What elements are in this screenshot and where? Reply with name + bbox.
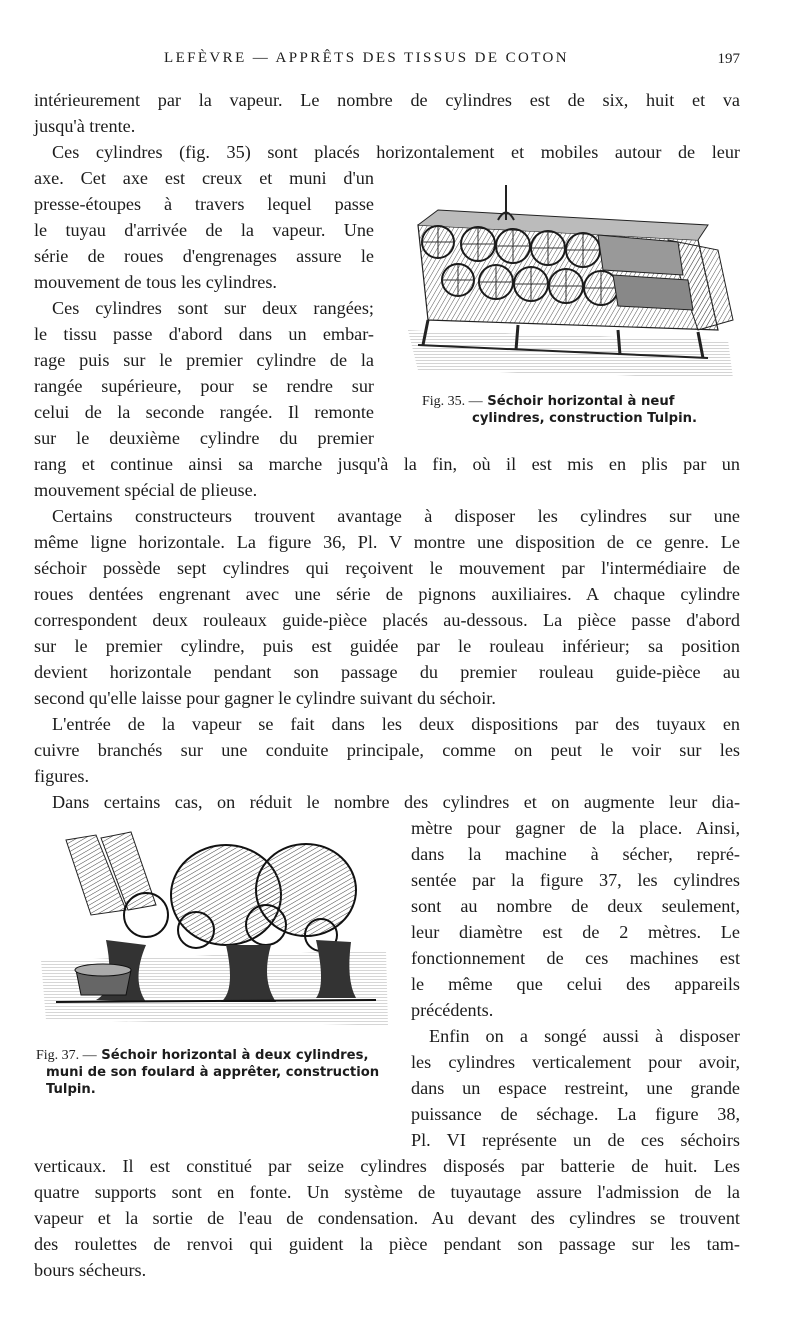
text-line: jusqu'à trente. bbox=[34, 116, 136, 136]
figure-37-label: Fig. 37. — bbox=[36, 1048, 97, 1063]
text-line: verticaux. Il est constitué par seize cylindres disposés par batterie de huit. Les bbox=[34, 1156, 740, 1176]
text-line: série de roues d'engrenages assure le bbox=[34, 246, 374, 266]
text-line: mètre pour gagner de la place. Ainsi, bbox=[411, 818, 740, 838]
text-line: figures. bbox=[34, 766, 90, 786]
text-line: rang et continue ainsi sa marche jusqu'à la fin, où il est mis en plis par un bbox=[34, 454, 740, 474]
text-line: correspondent deux rouleaux guide-pièce placés au-dessous. La pièce passe d'abord bbox=[34, 610, 740, 630]
figure-37-caption-line-2: muni de son foulard à apprêter, construction bbox=[46, 1065, 380, 1080]
text-line: leur diamètre est de 2 mètres. Le bbox=[411, 922, 740, 942]
text-line: mouvement spécial de plieuse. bbox=[34, 480, 258, 500]
text-line: presse-étoupes à travers lequel passe bbox=[34, 194, 374, 214]
text-line: intérieurement par la vapeur. Le nombre de cylindres est de six, huit et va bbox=[34, 90, 740, 110]
text-line: Certains constructeurs trouvent avantage à disposer les cylindres sur une bbox=[52, 506, 740, 526]
text-line: les cylindres verticalement pour avoir, bbox=[411, 1052, 740, 1072]
text-line: fonctionnement de ces machines est bbox=[411, 948, 740, 968]
text-line: précédents. bbox=[411, 1000, 494, 1020]
figure-35-label: Fig. 35. — bbox=[422, 394, 483, 409]
text-line: Dans certains cas, on réduit le nombre des cylindres et on augmente leur dia- bbox=[52, 792, 740, 812]
figure-35-caption bbox=[422, 393, 674, 410]
text-line: Ces cylindres (fig. 35) sont placés horizontalement et mobiles autour de leur bbox=[52, 142, 740, 162]
text-line: cuivre branchés sur une conduite principale, comme on peut le voir sur les bbox=[34, 740, 740, 760]
text-line: des roulettes de renvoi qui guident la pièce pendant son passage sur les tam- bbox=[34, 1234, 740, 1254]
text-line: axe. Cet axe est creux et muni d'un bbox=[34, 168, 374, 188]
figure-35-illustration bbox=[398, 180, 740, 385]
text-line: dans la machine à sécher, repré- bbox=[411, 844, 740, 864]
text-line: rangée supérieure, pour se rendre sur bbox=[34, 376, 374, 396]
page-number: 197 bbox=[717, 51, 740, 67]
text-line: puissance de séchage. La figure 38, bbox=[411, 1104, 740, 1124]
text-line: vapeur et la sortie de l'eau de condensation. Au devant des cylindres se trouvent bbox=[34, 1208, 740, 1228]
text-line: sur le deuxième cylindre du premier bbox=[34, 428, 374, 448]
text-line: le tuyau d'arrivée de la vapeur. Une bbox=[34, 220, 374, 240]
text-line: Pl. VI représente un de ces séchoirs bbox=[411, 1130, 740, 1150]
text-line: sont au nombre de deux seulement, bbox=[411, 896, 740, 916]
page-header bbox=[34, 50, 740, 74]
text-line: devient horizontale pendant son passage du premier rouleau guide-pièce au bbox=[34, 662, 740, 682]
figure-35-caption-line-2: cylindres, construction Tulpin. bbox=[472, 411, 697, 426]
drying-machine-nine-cylinders-icon bbox=[398, 180, 740, 385]
text-line: celui de la seconde rangée. Il remonte bbox=[34, 402, 374, 422]
text-line: roues dentées engrenant avec une série de pignons auxiliaires. A chaque cylindre bbox=[34, 584, 740, 604]
running-title: LEFÈVRE — APPRÊTS DES TISSUS DE COTON bbox=[164, 50, 569, 66]
figure-37-illustration bbox=[36, 820, 392, 1030]
text-line: rage puis sur le premier cylindre de la bbox=[34, 350, 374, 370]
text-line: le même que celui des appareils bbox=[411, 974, 740, 994]
text-line: L'entrée de la vapeur se fait dans les deux dispositions par des tuyaux en bbox=[52, 714, 740, 734]
text-line: dans un espace restreint, une grande bbox=[411, 1078, 740, 1098]
text-line: bours sécheurs. bbox=[34, 1260, 147, 1280]
text-line: sur le premier cylindre, puis est guidée par le rouleau inférieur; sa position bbox=[34, 636, 740, 656]
figure-37-caption-line-3: Tulpin. bbox=[46, 1082, 96, 1097]
text-line: séchoir possède sept cylindres qui reçoivent le mouvement par l'intermédiaire de bbox=[34, 558, 740, 578]
figure-35-caption-line-1: Séchoir horizontal à neuf bbox=[487, 394, 675, 409]
text-line: mouvement de tous les cylindres. bbox=[34, 272, 277, 292]
text-line: Ces cylindres sont sur deux rangées; bbox=[52, 298, 374, 318]
text-line: Enfin on a songé aussi à disposer bbox=[429, 1026, 740, 1046]
drying-machine-two-cylinders-icon bbox=[36, 820, 392, 1030]
text-line: même ligne horizontale. La figure 36, Pl. V montre une disposition de ce genre. Le bbox=[34, 532, 740, 552]
figure-37-caption bbox=[36, 1047, 368, 1064]
text-line: sentée par la figure 37, les cylindres bbox=[411, 870, 740, 890]
text-line: le tissu passe d'abord dans un embar- bbox=[34, 324, 374, 344]
text-line: second qu'elle laisse pour gagner le cylindre suivant du séchoir. bbox=[34, 688, 496, 708]
text-line: quatre supports sont en fonte. Un système de tuyautage assure l'admission de la bbox=[34, 1182, 740, 1202]
figure-37-caption-line-1: Séchoir horizontal à deux cylindres, bbox=[101, 1048, 369, 1063]
